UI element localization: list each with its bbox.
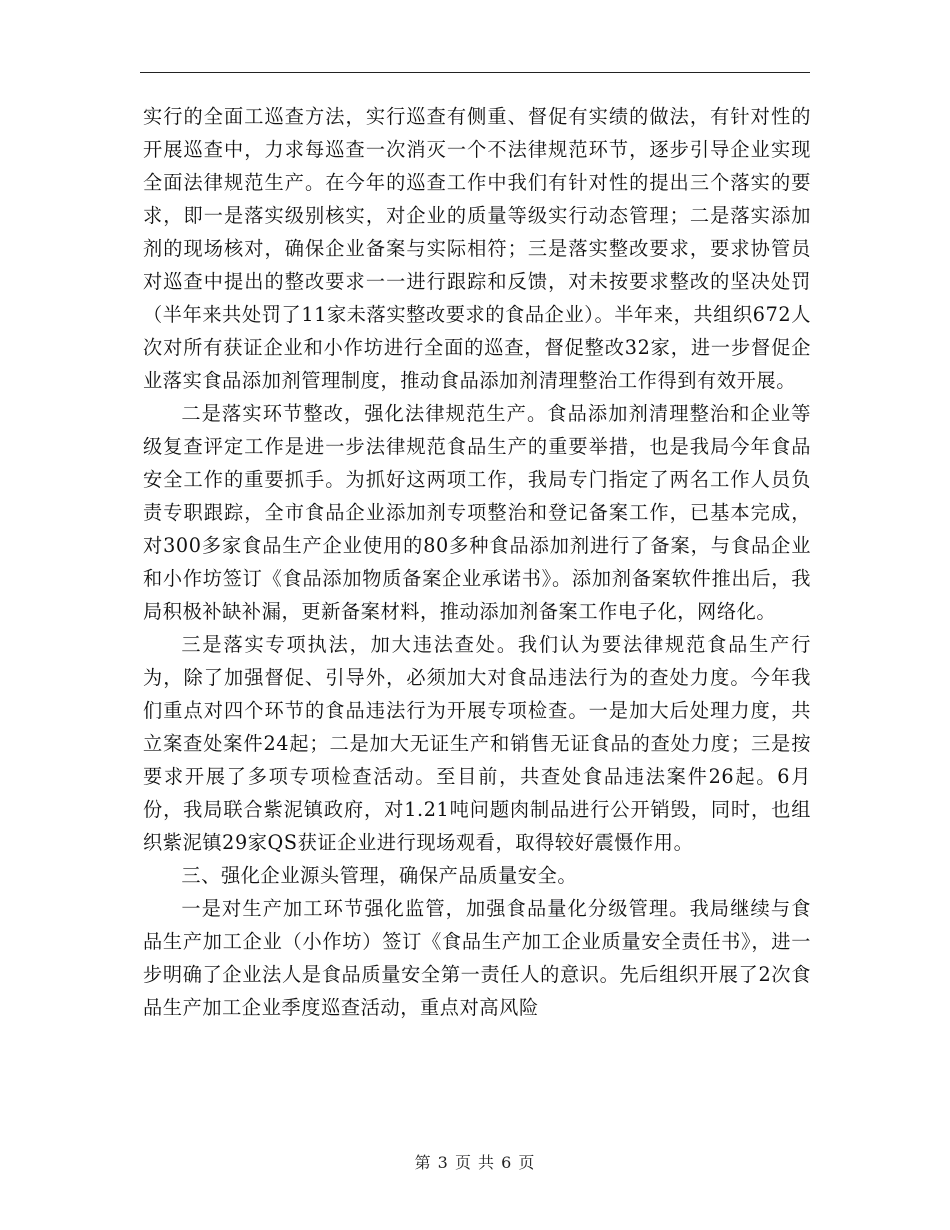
paragraph-4: 一是对生产加工环节强化监管，加强食品量化分级管理。我局继续与食品生产加工企业（小作坊）签订《食品生产加工企业质量安全责任书》，进一步明确了企业法人是食品质量安全第一责任人的意识。先后组织开展了2次食品生产加工企业季度巡查活动，重点对高风险 [143, 897, 811, 1019]
section-heading: 三、强化企业源头管理，确保产品质量安全。 [181, 864, 578, 887]
footer-prefix: 第 [414, 1153, 432, 1172]
footer-current-page: 3 [437, 1153, 449, 1172]
paragraph-2: 二是落实环节整改，强化法律规范生产。食品添加剂清理整治和企业等级复查评定工作是进一步法律规范食品生产的重要举措，也是我局今年食品安全工作的重要抓手。为抓好这两项工作，我局专门指定了两名工作人员负责专职跟踪，全市食品企业添加剂专项整治和登记备案工作，已基本完成，对300多家食品生产企业使用的80多种食品添加剂进行了备案，与食品企业和小作坊签订《食品添加物质备案企业承诺书》。添加剂备案软件推出后，我局积极补缺补漏，更新备案材料，推动添加剂备案工作电子化，网络化。 [143, 402, 811, 623]
header-rule [140, 72, 810, 73]
paragraph-3: 三是落实专项执法，加大违法查处。我们认为要法律规范食品生产行为，除了加强督促、引导外，必须加大对食品违法行为的查处力度。今年我们重点对四个环节的食品违法行为开展专项检查。一是加大后处理力度，共立案查处案件24起；二是加大无证生产和销售无证食品的查处力度；三是按要求开展了多项专项检查活动。至目前，共查处食品违法案件26起。6月份，我局联合紫泥镇政府，对1.21吨问题肉制品进行公开销毁，同时，也组织紫泥镇29家QS获证企业进行现场观看，取得较好震慑作用。 [143, 633, 811, 854]
paragraph-1: 实行的全面工巡查方法，实行巡查有侧重、督促有实绩的做法，有针对性的开展巡查中，力求每巡查一次消灭一个不法律规范环节，逐步引导企业实现全面法律规范生产。在今年的巡查工作中我们有针对性的提出三个落实的要求，即一是落实级别核实，对企业的质量等级实行动态管理；二是落实添加剂的现场核对，确保企业备案与实际相符；三是落实整改要求，要求协管员对巡查中提出的整改要求一一进行跟踪和反馈，对未按要求整改的坚决处罚（半年来共处罚了11家未落实整改要求的食品企业）。半年来，共组织672人次对所有获证企业和小作坊进行全面的巡查，督促整改32家，进一步督促企业落实食品添加剂管理制度，推动食品添加剂清理整治工作得到有效开展。 [143, 105, 811, 392]
footer-total-pages: 6 [501, 1153, 513, 1172]
footer-middle: 页 共 [454, 1153, 496, 1172]
page-number-footer [0, 1151, 950, 1175]
footer-suffix: 页 [518, 1153, 536, 1172]
document-body [143, 100, 811, 1024]
